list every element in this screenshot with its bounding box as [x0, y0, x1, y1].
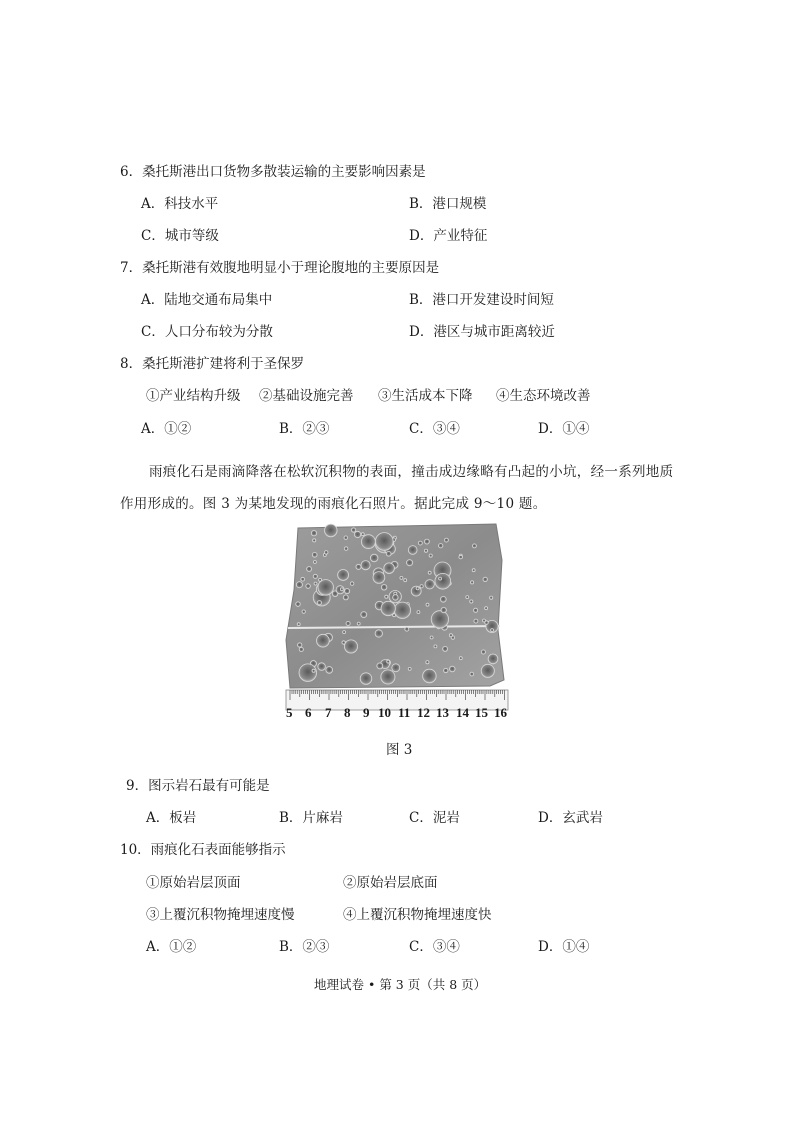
rain-pit — [345, 589, 350, 594]
rain-pit — [375, 533, 393, 551]
rain-pit — [317, 634, 330, 647]
rain-pit — [393, 595, 399, 601]
rain-pit — [466, 596, 469, 599]
rain-pit — [430, 636, 433, 639]
ruler-number-10: 10 — [378, 705, 391, 720]
rain-pit — [394, 602, 410, 618]
rain-pit — [314, 582, 317, 585]
rain-pit — [317, 601, 321, 605]
rain-pit — [450, 666, 456, 672]
ruler-number-9: 9 — [363, 705, 370, 720]
question-8-option-d: D．①④ — [538, 421, 590, 437]
rain-pit — [296, 602, 301, 607]
rain-pit — [483, 577, 487, 581]
rain-pit — [357, 622, 360, 625]
rain-pit — [342, 641, 345, 644]
question-7-option-a: A．陆地交通布局集中 — [141, 292, 273, 308]
ruler-number-5: 5 — [286, 705, 293, 720]
rain-pit — [431, 611, 448, 628]
question-8-statement-4: ④生态环境改善 — [496, 388, 591, 404]
rain-pit — [344, 640, 357, 653]
rain-pit — [426, 661, 429, 664]
rain-pit — [405, 627, 409, 631]
question-9-option-d: D．玄武岩 — [538, 810, 603, 826]
rain-pit — [356, 564, 361, 569]
rain-pit — [381, 670, 395, 684]
rain-pit — [351, 528, 355, 532]
question-8-stem: 8．桑托斯港扩建将利于圣保罗 — [120, 356, 305, 372]
rain-pit — [404, 579, 407, 582]
question-8-statement-2: ②基础设施完善 — [259, 388, 354, 404]
figure-3 — [284, 520, 510, 726]
question-6-option-d: D．产业特征 — [409, 228, 488, 244]
rain-pit — [361, 535, 375, 549]
ruler-number-6: 6 — [305, 705, 312, 720]
ruler-number-15: 15 — [475, 705, 488, 720]
rain-pit — [298, 643, 302, 647]
rain-pit — [481, 664, 494, 677]
rain-pit — [472, 544, 476, 548]
rain-pit — [346, 621, 350, 625]
rain-pit — [490, 596, 493, 599]
question-10-option-c: C．③④ — [409, 939, 460, 955]
rain-pit — [418, 541, 422, 545]
question-8-option-c: C．③④ — [409, 421, 460, 437]
question-9-stem: 9．图示岩石最有可能是 — [126, 778, 270, 794]
rain-pit — [297, 623, 300, 626]
ruler-number-7: 7 — [325, 705, 332, 720]
question-8-statement-3: ③生活成本下降 — [378, 388, 473, 404]
intro-line-1: 雨痕化石是雨滴降落在松软沉积物的表面，撞击成边缘略有凸起的小坑，经一系列地质 — [149, 464, 674, 480]
rain-pit — [425, 580, 434, 589]
rain-pit — [373, 572, 385, 584]
rain-pit — [370, 554, 378, 562]
rain-pit — [449, 634, 452, 637]
page-footer: 地理试卷 • 第 3 页（共 8 页） — [314, 977, 487, 992]
ruler-number-16: 16 — [494, 705, 507, 720]
rain-pit — [474, 608, 478, 612]
rain-pit — [381, 601, 395, 615]
rain-pit — [302, 610, 305, 613]
rain-pit — [470, 672, 474, 676]
question-7-option-b: B．港口开发建设时间短 — [409, 292, 554, 308]
rain-pit — [375, 630, 382, 637]
rain-pit — [481, 650, 485, 654]
question-7-option-d: D．港区与城市距离较近 — [409, 324, 555, 340]
question-10-option-a: A．①② — [146, 939, 197, 955]
question-10-statement-1: ①原始岩层顶面 — [146, 875, 241, 891]
rain-pit — [408, 546, 417, 555]
question-10-stem: 10．雨痕化石表面能够指示 — [120, 842, 286, 858]
rain-pit — [338, 570, 349, 581]
question-10-statement-3: ③上覆沉积物掩埋速度慢 — [146, 907, 295, 923]
question-10-option-d: D．①④ — [538, 939, 590, 955]
rain-pit — [488, 654, 498, 664]
question-8-option-b: B．②③ — [279, 421, 330, 437]
rain-pit — [377, 663, 383, 669]
rain-pit — [392, 664, 400, 672]
ruler-number-11: 11 — [398, 705, 411, 720]
question-9-option-b: B．片麻岩 — [279, 810, 343, 826]
rain-pit — [471, 581, 474, 584]
rain-pit — [312, 669, 315, 672]
rain-pit — [306, 584, 311, 589]
rain-pit — [416, 587, 419, 590]
ruler-number-13: 13 — [436, 705, 449, 720]
question-9-option-c: C．泥岩 — [409, 810, 460, 826]
rain-pit — [440, 596, 446, 602]
rain-pit — [459, 555, 463, 559]
question-8-option-a: A．①② — [141, 421, 192, 437]
rain-pit — [354, 531, 360, 537]
rain-pit — [361, 561, 370, 570]
rain-pit — [435, 573, 451, 589]
question-6-option-a: A．科技水平 — [141, 196, 219, 212]
rain-pit — [423, 669, 437, 683]
rain-pit — [408, 667, 411, 670]
rain-print-fossil-photo — [284, 520, 510, 726]
rain-pit — [386, 551, 391, 556]
rain-pit — [340, 588, 343, 591]
ruler-number-14: 14 — [456, 705, 469, 720]
question-6-option-b: B．港口规模 — [409, 196, 487, 212]
question-6-stem: 6．桑托斯港出口货物多散装运输的主要影响因素是 — [120, 164, 426, 180]
question-9-option-a: A．板岩 — [146, 810, 197, 826]
rain-pit — [313, 561, 316, 564]
rain-pit — [313, 574, 317, 578]
rain-pit — [443, 646, 448, 651]
rain-pit — [400, 576, 403, 579]
question-10-option-b: B．②③ — [279, 939, 330, 955]
rain-pit — [299, 647, 303, 651]
rain-pit — [424, 539, 429, 544]
rain-pit — [311, 531, 316, 536]
rain-pit — [491, 629, 494, 632]
rain-pit — [474, 619, 478, 623]
rain-pit — [444, 668, 448, 672]
rain-pit — [426, 603, 429, 606]
rain-pit — [324, 551, 328, 555]
rain-pit — [343, 595, 348, 600]
rain-pit — [385, 595, 388, 598]
rain-pit — [384, 563, 395, 574]
question-7-stem: 7．桑托斯港有效腹地明显小于理论腹地的主要原因是 — [120, 260, 440, 276]
rain-pit — [439, 544, 443, 548]
rain-pit — [301, 577, 305, 581]
rain-pit — [325, 524, 338, 537]
ruler-number-8: 8 — [344, 705, 351, 720]
rain-pit — [344, 547, 348, 551]
rain-pit — [381, 585, 387, 591]
rain-pit — [361, 612, 367, 618]
rain-pit — [417, 611, 420, 614]
ruler-number-12: 12 — [417, 705, 430, 720]
question-7-option-c: C．人口分布较为分散 — [141, 324, 273, 340]
rain-pit — [485, 607, 488, 610]
rain-pit — [483, 619, 486, 622]
rain-pit — [307, 567, 312, 572]
rain-pit — [313, 539, 316, 542]
rain-pit — [424, 549, 427, 552]
rain-pit — [360, 673, 372, 685]
rain-pit — [459, 657, 462, 660]
rain-pit — [326, 667, 333, 674]
rain-pit — [350, 582, 354, 586]
rain-pit — [312, 552, 317, 557]
question-8-statement-1: ①产业结构升级 — [146, 388, 241, 404]
rain-pit — [361, 533, 364, 536]
rain-pit — [420, 585, 423, 588]
rain-pit — [344, 536, 348, 540]
rain-pit — [318, 580, 334, 596]
intro-line-2: 作用形成的。图 3 为某地发现的雨痕化石照片。据此完成 9～10 题。 — [120, 496, 547, 512]
rain-pit — [429, 554, 432, 557]
rain-pit — [472, 569, 475, 572]
rain-pit — [439, 577, 442, 580]
rain-pit — [343, 631, 346, 634]
rain-pit — [407, 560, 413, 566]
figure-caption: 图 3 — [386, 742, 413, 758]
rain-pit — [428, 571, 431, 574]
question-10-statement-2: ②原始岩层底面 — [343, 875, 438, 891]
rain-pit — [387, 660, 390, 663]
rain-pit — [319, 578, 322, 581]
rain-pit — [318, 663, 326, 671]
rain-pit — [444, 538, 448, 542]
rain-pit — [296, 582, 302, 588]
rain-pit — [441, 607, 446, 612]
question-6-option-c: C．城市等级 — [141, 228, 219, 244]
question-10-statement-4: ④上覆沉积物掩埋速度快 — [343, 907, 492, 923]
rain-pit — [470, 600, 473, 603]
rain-pit — [434, 645, 437, 648]
